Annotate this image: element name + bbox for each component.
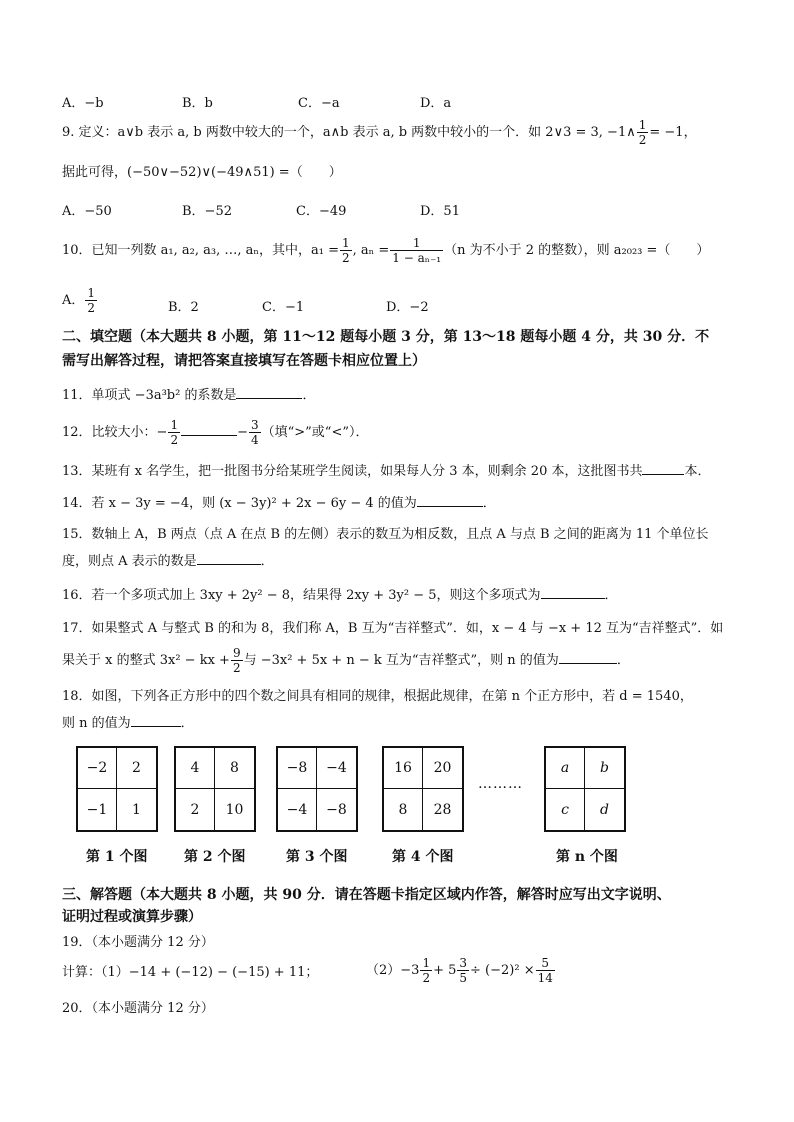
square-cell: 16: [384, 748, 423, 789]
square-cell: a: [546, 748, 585, 789]
q9-option-b: B．−52: [182, 204, 232, 219]
q10-line: [62, 236, 709, 265]
square-cell: −2: [78, 748, 117, 789]
q19-frac-2: $\frac{3}{5}$: [459, 956, 468, 985]
q10-option-c: C．−1: [262, 300, 305, 315]
caption-square-n: 第 n 个图: [556, 849, 618, 865]
square-cell: d: [600, 801, 609, 818]
pattern-square-3: [276, 746, 358, 832]
q12: 12．比较大小：− $\frac{1}{2}$ − $\frac{3}{4}$ （填“>”或“<”）．: [62, 418, 369, 447]
q9-fraction: $\frac{1}{2}$: [638, 118, 647, 147]
q20-title: 20．（本小题满分 12 分）: [62, 1001, 214, 1016]
square-cell: −8: [326, 801, 347, 818]
q17-answer-blank: [559, 651, 617, 664]
section2-heading-line2: 需写出解答过程，请把答案直接填写在答题卡相应位置上）: [62, 353, 426, 369]
q10-option-d: D．−2: [386, 300, 429, 315]
square-cell: 8: [215, 748, 254, 789]
q8-option-c: C．−a: [298, 96, 340, 111]
square-cell: −8: [278, 748, 317, 789]
q11-answer-blank: [236, 386, 302, 399]
q18-answer-blank: [131, 714, 181, 727]
caption-square-2: 第 2 个图: [184, 849, 246, 865]
q17-line2: 果关于 x 的整式 3x² − kx + $\frac{9}{2}$ 与 −3x² + 5x + n − k 互为“吉祥整式”，则 n 的值为 ．: [62, 646, 630, 675]
square-cell: c: [546, 789, 585, 830]
caption-square-1: 第 1 个图: [86, 849, 148, 865]
q10-suffix: （n 为不小于 2 的整数），则 a₂₀₂₃ =（ ）: [444, 243, 710, 258]
section3-heading-line2: 证明过程或演算步骤）: [62, 909, 202, 925]
q13: 13．某班有 x 名学生，把一批图书分给某班学生阅读，如果每人分 3 本，则剩余 20 本，这批图书共 本．: [62, 464, 711, 479]
q9-text: 9. 定义：a∨b 表示 a, b 两数中较大的一个，a∧b 表示 a, b 两数中较小的一个．如 2∨3 = 3, −1∧: [62, 125, 636, 140]
square-cell: 8: [384, 789, 423, 830]
q19-part1: 计算：（1）−14 + (−12) − (−15) + 11；: [62, 965, 319, 980]
pattern-square-n: [544, 746, 626, 832]
q14: 14．若 x − 3y = −4，则 (x − 3y)² + 2x − 6y − 4 的值为 ．: [62, 496, 496, 511]
square-cell: 10: [225, 801, 244, 818]
q10-option-b: B．2: [168, 300, 199, 315]
q14-answer-blank: [417, 494, 483, 507]
section3-heading-line1: 三、解答题（本大题共 8 小题，共 90 分．请在答题卡指定区域内作答，解答时应写出文字说明、: [62, 887, 671, 903]
q9-option-d: D．51: [420, 204, 460, 219]
q11: 11．单项式 −3a³b² 的系数是 ．: [62, 388, 316, 403]
q12-frac-1: $\frac{1}{2}$: [170, 418, 179, 447]
q15-line1: 15．数轴上 A，B 两点（点 A 在点 B 的左侧）表示的数互为相反数，且点 A 与点 B 之间的距离为 11 个单位长: [62, 527, 709, 542]
q10-option-a: A． $\frac{1}{2}$: [62, 286, 96, 315]
square-cell: 1: [132, 801, 141, 818]
ellipsis: ………: [478, 776, 523, 792]
q10-frac-an: $\frac{1}{\text{1 − aₙ₋₁}}$: [392, 236, 442, 265]
q9-text-end: = −1，: [649, 125, 697, 140]
q16-answer-blank: [541, 586, 605, 599]
caption-square-3: 第 3 个图: [286, 849, 348, 865]
q17-line1: 17．如果整式 A 与整式 B 的和为 8，我们称 A，B 互为“吉祥整式”．如，x − 4 与 −x + 12 互为“吉祥整式”．如: [62, 621, 724, 636]
q13-answer-blank: [642, 462, 684, 475]
square-cell: b: [585, 748, 624, 789]
square-cell: 28: [433, 801, 452, 818]
square-cell: −4: [278, 789, 317, 830]
q10-prefix: 10．已知一列数 a₁, a₂, a₃, …, aₙ，其中，a₁ =: [62, 243, 339, 258]
pattern-square-2: [174, 746, 256, 832]
q15-answer-blank: [197, 552, 261, 565]
q9-line2: 据此可得，(−50∨−52)∨(−49∧51) =（ ）: [62, 165, 342, 180]
q9-option-a: A．−50: [62, 204, 112, 219]
square-cell: 20: [423, 748, 462, 789]
section2-heading-line1: 二、填空题（本大题共 8 小题，第 11～12 题每小题 3 分，第 13～18 题每小题 4 分，共 30 分．不: [62, 329, 710, 345]
q19-frac-1: $\frac{1}{2}$: [422, 956, 431, 985]
q10-frac-a1: $\frac{1}{2}$: [341, 236, 350, 265]
square-cell: 2: [176, 789, 215, 830]
q9-option-c: C．−49: [296, 204, 347, 219]
q19-part2: （2）−3 $\frac{1}{2}$ + 5 $\frac{3}{5}$ ÷ (−2)² × $\frac{5}{14}$: [366, 956, 553, 985]
q10-option-a-frac: $\frac{1}{2}$: [87, 286, 96, 315]
q12-answer-blank: [181, 423, 237, 436]
q19-title: 19．（本小题满分 12 分）: [62, 935, 214, 950]
pattern-square-1: [76, 746, 158, 832]
caption-square-4: 第 4 个图: [392, 849, 454, 865]
square-cell: −4: [317, 748, 356, 789]
square-cell: 2: [117, 748, 156, 789]
q8-option-b: B．b: [182, 96, 213, 111]
q10-middle: , aₙ =: [352, 243, 390, 258]
q8-option-a: A．−b: [62, 96, 104, 111]
q19-frac-3: $\frac{5}{14}$: [537, 956, 553, 985]
q18-line2: 则 n 的值为 ．: [62, 716, 194, 731]
q9-line1: [62, 118, 697, 147]
q15-line2: 度，则点 A 表示的数是 ．: [62, 554, 274, 569]
pattern-square-4: [382, 746, 464, 832]
q12-frac-2: $\frac{3}{4}$: [250, 418, 259, 447]
q16: 16．若一个多项式加上 3xy + 2y² − 8，结果得 2xy + 3y² − 5，则这个多项式为 ．: [62, 588, 618, 603]
square-cell: 4: [176, 748, 215, 789]
q8-option-d: D．a: [420, 96, 452, 111]
q17-frac: $\frac{9}{2}$: [232, 646, 241, 675]
square-cell: −1: [78, 789, 117, 830]
q18-line1: 18．如图，下列各正方形中的四个数之间具有相同的规律，根据此规律，在第 n 个正方形中，若 d = 1540，: [62, 689, 693, 704]
